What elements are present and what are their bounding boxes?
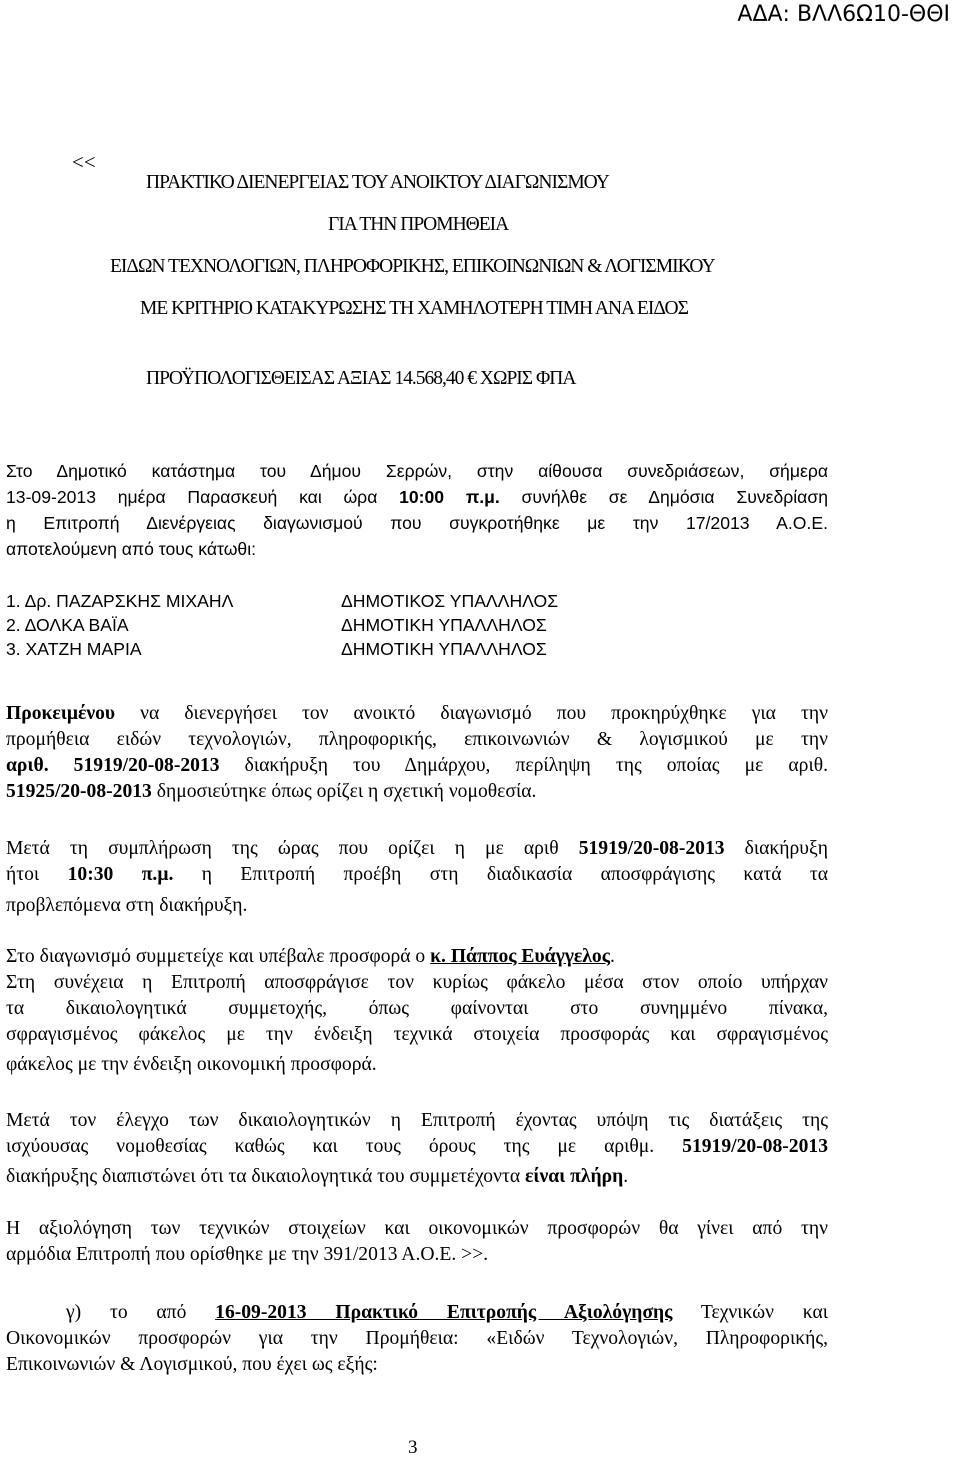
paragraph-evaluation-minutes	[6, 1300, 828, 1352]
p4-line-2: ισχύουσας νομοθεσίας καθώς και τους όρους της με αριθμ. 51919/20-08-2013	[6, 1136, 828, 1157]
paragraph-opening	[6, 836, 828, 888]
p4-line-1: Μετά τον έλεγχο των δικαιολογητικών η Επιτροπή έχοντας υπόψη τις διατάξεις της	[6, 1110, 828, 1131]
p2-line-3: προβλεπόμενα στη διακήρυξη.	[6, 895, 248, 916]
p2-line-2: ήτοι 10:30 π.μ. η Επιτροπή προέβη στη διαδικασία αποσφράγισης κατά τα	[6, 864, 829, 885]
p6-line-2: Οικονομικών προσφορών για την Προμήθεια: «Ειδών Τεχνολογιών, Πληροφορικής,	[6, 1328, 828, 1349]
member-name: 2. ΔΟΛΚΑ ΒΑΪΑ	[6, 615, 129, 635]
p1-line-2: προμήθεια ειδών τεχνολογιών, πληροφορικής, επικοινωνιών & λογισμικού με την	[6, 729, 828, 750]
p3-line-4: σφραγισμένος φάκελος με την ένδειξη τεχνικά στοιχεία προσφοράς και σφραγισμένος	[6, 1024, 828, 1045]
member-name: 1. Δρ. ΠΑΖΑΡΣΚΗΣ ΜΙΧΑΗΛ	[6, 591, 234, 611]
member-role: ΔΗΜΟΤΙΚΗ ΥΠΑΛΛΗΛΟΣ	[341, 639, 547, 659]
paragraph-check	[6, 1108, 828, 1160]
p3-line-1: Στο διαγωνισμό συμμετείχε και υπέβαλε προσφορά ο κ. Πάππος Ευάγγελος.	[6, 946, 615, 967]
paragraph-evaluation	[6, 1216, 828, 1242]
p1-line-4: 51925/20-08-2013 δημοσιεύτηκε όπως ορίζει η σχετική νομοθεσία.	[6, 781, 537, 802]
p5-line-1: Η αξιολόγηση των τεχνικών στοιχείων και οικονομικών προσφορών θα γίνει από την	[6, 1218, 828, 1239]
member-role: ΔΗΜΟΤΙΚΗ ΥΠΑΛΛΗΛΟΣ	[341, 615, 547, 635]
quote-open-marker: <<	[72, 150, 96, 174]
intro-line-2: 13-09-2013 ημέρα Παρασκευή και ώρα 10:00 π.μ. συνήλθε σε Δημόσια Συνεδρίαση	[6, 487, 828, 507]
p5-line-2: αρμόδια Επιτροπή που ορίσθηκε με την 391/2013 Α.Ο.Ε. >>.	[6, 1244, 489, 1265]
intro-line-1: Στο Δημοτικό κατάστημα του Δήμου Σερρών, στην αίθουσα συνεδριάσεων, σήμερα	[6, 461, 828, 481]
p1-line-1: Προκειμένου να διενεργήσει τον ανοικτό διαγωνισμό που προκηρύχθηκε για την	[6, 703, 828, 724]
member-name: 3. ΧΑΤΖΗ ΜΑΡΙΑ	[6, 639, 142, 659]
title-line-1: ΠΡΑΚΤΙΚΟ ΔΙΕΝΕΡΓΕΙΑΣ ΤΟΥ ΑΝΟΙΚΤΟΥ ΔΙΑΓΩΝΙΣΜΟΥ	[146, 172, 609, 193]
intro-line-4: αποτελούμενη από τους κάτωθι:	[6, 539, 257, 559]
title-line-5: ΠΡΟΫΠΟΛΟΓΙΣΘΕΙΣΑΣ ΑΞΙΑΣ 14.568,40 € ΧΩΡΙΣ ΦΠΑ	[146, 368, 576, 389]
p3-line-3: τα δικαιολογητικά συμμετοχής, όπως φαίνονται στο συνημμένο πίνακα,	[6, 998, 828, 1019]
p3-line-5: φάκελος με την ένδειξη οικονομική προσφορά.	[6, 1054, 377, 1075]
page-number: 3	[408, 1437, 418, 1458]
p6-line-3: Επικοινωνιών & Λογισμικού, που έχει ως εξής:	[6, 1354, 378, 1375]
committee-members-list	[6, 588, 706, 660]
member-row	[6, 636, 706, 660]
p2-line-1: Μετά τη συμπλήρωση της ώρας που ορίζει η με αριθ 51919/20-08-2013 διακήρυξη	[6, 838, 828, 859]
member-role: ΔΗΜΟΤΙΚΟΣ ΥΠΑΛΛΗΛΟΣ	[341, 591, 559, 611]
ada-code: ΑΔΑ: ΒΛΛ6Ω10-ΘΘΙ	[737, 2, 950, 27]
intro-line-3: η Επιτροπή Διενέργειας διαγωνισμού που συγκροτήθηκε με την 17/2013 Α.Ο.Ε.	[6, 513, 828, 533]
paragraph-purpose	[6, 701, 828, 779]
title-line-3: ΕΙΔΩΝ ΤΕΧΝΟΛΟΓΙΩΝ, ΠΛΗΡΟΦΟΡΙΚΗΣ, ΕΠΙΚΟΙΝΩΝΙΩΝ & ΛΟΓΙΣΜΙΚΟΥ	[110, 256, 715, 277]
member-row	[6, 588, 706, 612]
member-row	[6, 612, 706, 636]
title-line-4: ΜΕ ΚΡΙΤΗΡΙΟ ΚΑΤΑΚΥΡΩΣΗΣ ΤΗ ΧΑΜΗΛΟΤΕΡΗ ΤΙΜΗ ΑΝΑ ΕΙΔΟΣ	[140, 298, 688, 319]
p6-line-1: γ) το από 16-09-2013 Πρακτικό Επιτροπής Αξιολόγησης Τεχνικών και	[66, 1302, 828, 1323]
paragraph-envelopes	[6, 970, 828, 1048]
title-line-2: ΓΙΑ ΤΗΝ ΠΡΟΜΗΘΕΙΑ	[328, 214, 509, 235]
p4-line-3: διακήρυξης διαπιστώνει ότι τα δικαιολογητικά του συμμετέχοντα είναι πλήρη.	[6, 1166, 629, 1187]
intro-paragraph	[6, 458, 828, 536]
p1-line-3: αριθ. 51919/20-08-2013 διακήρυξη του Δημάρχου, περίληψη της οποίας με αριθ.	[6, 755, 829, 776]
p3-line-2: Στη συνέχεια η Επιτροπή αποσφράγισε τον κυρίως φάκελο μέσα στον οποίο υπήρχαν	[6, 972, 828, 993]
